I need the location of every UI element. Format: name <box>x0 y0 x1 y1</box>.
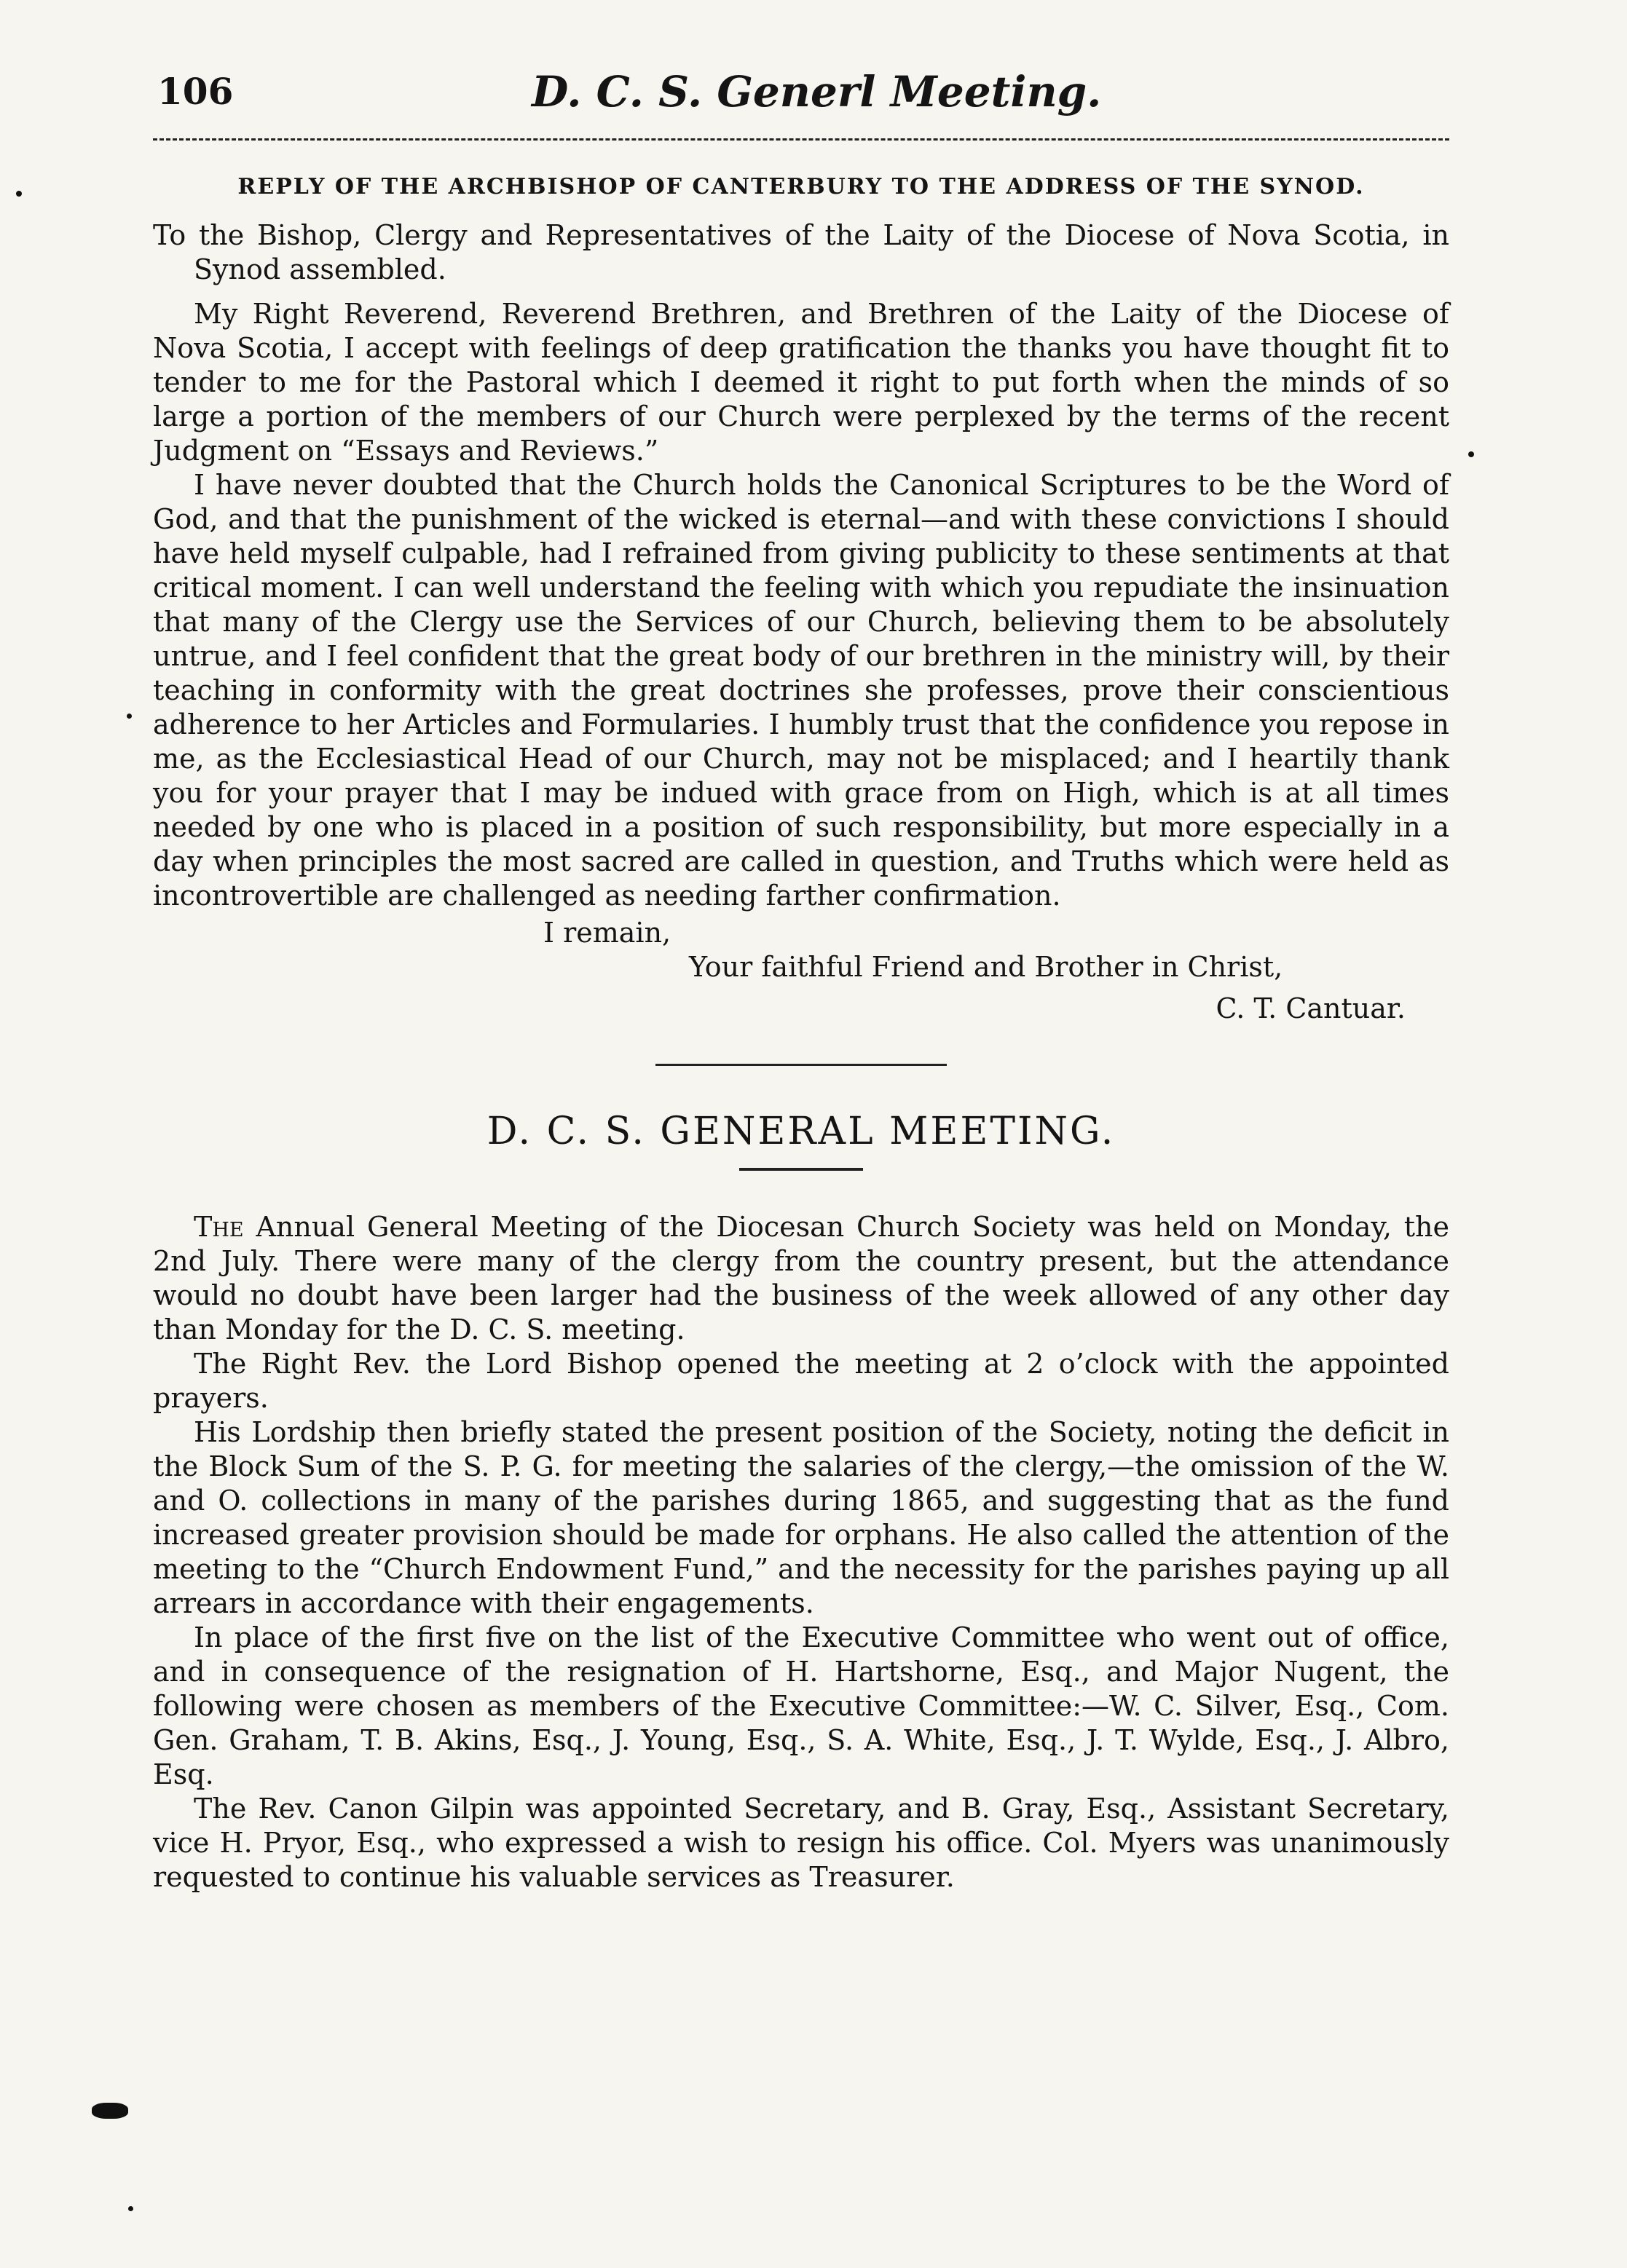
reply-heading: REPLY OF THE ARCHBISHOP OF CANTERBURY TO THE ADDRESS OF THE SYNOD. <box>237 174 1365 199</box>
reply-address: To the Bishop, Clergy and Representatives of the Laity of the Diocese of Nova Scotia, in Synod assembled. <box>153 219 1449 285</box>
meeting-title: D. C. S. GENERAL MEETING. <box>486 1110 1116 1153</box>
closing-friend: Your faithful Friend and Brother in Christ, <box>689 951 1283 983</box>
meeting-paragraph-1 <box>153 1210 1449 1347</box>
reply-paragraph-2: I have never doubted that the Church holds the Canonical Scriptures to be the Word of God, and that the punishment of the wicked is eternal—and with these convictions I should have held myself culpable, had I refrained from giving publicity to these sentiments at that critical moment. I can well understand the feeling with which you repudiate the insinuation that many of the Clergy use the Services of our Church, believing them to be absolutely untrue, and I feel confident that the great body of our brethren in the ministry will, by their teaching in conformity with the great doctrines she professes, prove their conscientious adherence to her Articles and Formularies. I humbly trust that the confidence you repose in me, as the Ecclesiastical Head of our Church, may not be misplaced; and I heartily thank you for your prayer that I may be indued with grace from on High, which is at all times needed by one who is placed in a position of such responsibility, but more especially in a day when principles the most sacred are called in question, and Truths which were held as incontrovertible are challenged as needing farther confirmation. <box>153 469 1449 912</box>
scan-speck <box>128 2206 133 2211</box>
signature: C. T. Cantuar. <box>1216 992 1406 1024</box>
scan-speck <box>92 2103 128 2119</box>
page-header <box>153 66 1449 124</box>
meeting-paragraph-3: His Lordship then briefly stated the present position of the Society, noting the deficit in the Block Sum of the S. P. G. for meeting the salaries of the clergy,—the omission of the W. and O. collections in many of the parishes during 1865, and suggesting that as the fund increased greater provision should be made for orphans. He also called the attention of the meeting to the “Church Endowment Fund,” and the necessity for the parishes paying up all arrears in accordance with their engagements. <box>153 1416 1449 1619</box>
scan-speck <box>1468 451 1474 457</box>
meeting-paragraph-1-text: Annual General Meeting of the Diocesan Church Society was held on Monday, the 2nd July. There were many of the clergy from the country present, but the attendance would no doubt have been larger had the business of the week allowed of any other day than Monday for the D. C. S. meeting. <box>153 1211 1449 1346</box>
dropcap: The <box>194 1211 244 1243</box>
title-rule <box>739 1168 863 1171</box>
page-number: 106 <box>157 70 234 113</box>
reply-paragraph-1: My Right Reverend, Reverend Brethren, and Brethren of the Laity of the Diocese of Nova Scotia, I accept with feelings of deep gratification the thanks you have thought fit to tender to me for the Pastoral which I deemed it right to put forth when the minds of so large a portion of the members of our Church were perplexed by the terms of the recent Judgment on “Essays and Reviews.” <box>153 298 1449 467</box>
scan-speck <box>127 714 132 719</box>
running-head: D. C. S. Generl Meeting. <box>532 67 1102 116</box>
section-divider <box>655 1064 947 1066</box>
scan-speck <box>16 191 22 197</box>
header-rule <box>153 138 1449 141</box>
meeting-paragraph-2: The Right Rev. the Lord Bishop opened the meeting at 2 o’clock with the appointed prayers. <box>153 1348 1449 1414</box>
closing-remain: I remain, <box>543 917 671 949</box>
meeting-paragraph-4: In place of the first five on the list of the Executive Committee who went out of office, and in consequence of the resignation of H. Hartshorne, Esq., and Major Nugent, the following were chosen as members of the Executive Committee:—W. C. Silver, Esq., Com. Gen. Graham, T. B. Akins, Esq., J. Young, Esq., S. A. White, Esq., J. T. Wylde, Esq., J. Albro, Esq. <box>153 1621 1449 1790</box>
page <box>153 66 1449 1894</box>
meeting-paragraph-5: The Rev. Canon Gilpin was appointed Secretary, and B. Gray, Esq., Assistant Secretary, vice H. Pryor, Esq., who expressed a wish to resign his office. Col. Myers was unanimously requested to continue his valuable services as Treasurer. <box>153 1793 1449 1893</box>
